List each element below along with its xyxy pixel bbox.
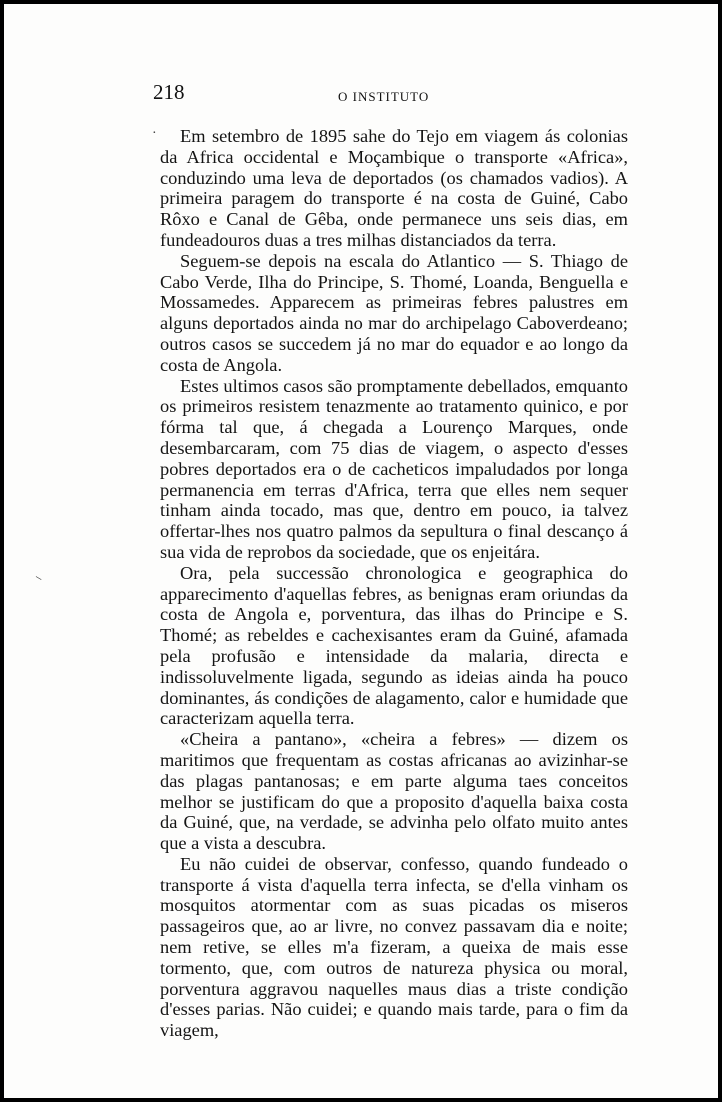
margin-mark: · xyxy=(152,126,157,141)
body-text xyxy=(160,126,628,1041)
page-header xyxy=(4,80,718,110)
paragraph: Estes ultimos casos são promptamente debellados, emquanto os primeiros resistem tenazmente ao tratamento quinico, e por fórma tal que, á chegada a Lourenço Marques, onde desembarcaram, com 75 dias de viagem, o aspecto d'esses pobres deportados era o de cacheticos impaludados por longa permanencia em terras d'Africa, terra que elles nem sequer tinham ainda tocado, mas que, dentro em pouco, ia talvez offertar-lhes nos quatro palmos da sepultura o final descanço á sua vida de reprobos da sociedade, que os enjeitára. xyxy=(160,375,628,562)
paragraph: «Cheira a pantano», «cheira a febres» — dizem os maritimos que frequentam as costas africanas ao avizinhar-se das plagas pantanosas; e em parte alguma taes conceitos melhor se justificam do que a proposito d'aquella baixa costa da Guiné, que, na verdade, se advinha pelo olfato muito antes que a vista a descubra. xyxy=(160,729,628,854)
paragraph: Em setembro de 1895 sahe do Tejo em viagem ás colonias da Africa occidental e Moçambique o transporte «Africa», conduzindo uma leva de deportados (os chamados vadios). A primeira paragem do transporte é na costa de Guiné, Cabo Rôxo e Canal de Gêba, onde permanece uns seis dias, em fundeadouros duas a tres milhas distanciados da terra. xyxy=(160,126,628,250)
page-number: 218 xyxy=(153,80,185,104)
paragraph: Ora, pela successão chronologica e geographica do apparecimento d'aquellas febres, as benignas eram oriundas da costa de Angola e, porventura, das ilhas do Principe e S. Thomé; as rebeldes e cachexisantes eram da Guiné, afamada pela profusão e intensidade da malaria, directa e indissoluvelmente ligada, segundo as ideias ainda ha pouco dominantes, ás condições de alagamento, calor e humidade que caracterizam aquella terra. xyxy=(160,562,628,729)
running-head: O INSTITUTO xyxy=(338,89,430,104)
book-page xyxy=(4,4,718,1098)
margin-mark: – xyxy=(33,569,46,585)
paragraph: Eu não cuidei de observar, confesso, quando fundeado o transporte á vista d'aquella terra infecta, se d'ella vinham os mosquitos atormentar com as suas picadas os miseros passageiros que, ao ar livre, no convez passavam dia e noite; nem retive, se elles m'a fizeram, a queixa de mais esse tormento, que, com outros de natureza physica ou moral, porventura aggravou naquelles maus dias a triste condição d'esses parias. Não cuidei; e quando mais tarde, para o fim da viagem, xyxy=(160,853,628,1041)
paragraph: Seguem-se depois na escala do Atlantico — S. Thiago de Cabo Verde, Ilha do Principe, S. Thomé, Loanda, Benguella e Mossamedes. Apparecem as primeiras febres palustres em alguns deportados ainda no mar do archipelago Caboverdeano; outros casos se succedem já no mar do equador e ao longo da costa de Angola. xyxy=(160,250,628,375)
